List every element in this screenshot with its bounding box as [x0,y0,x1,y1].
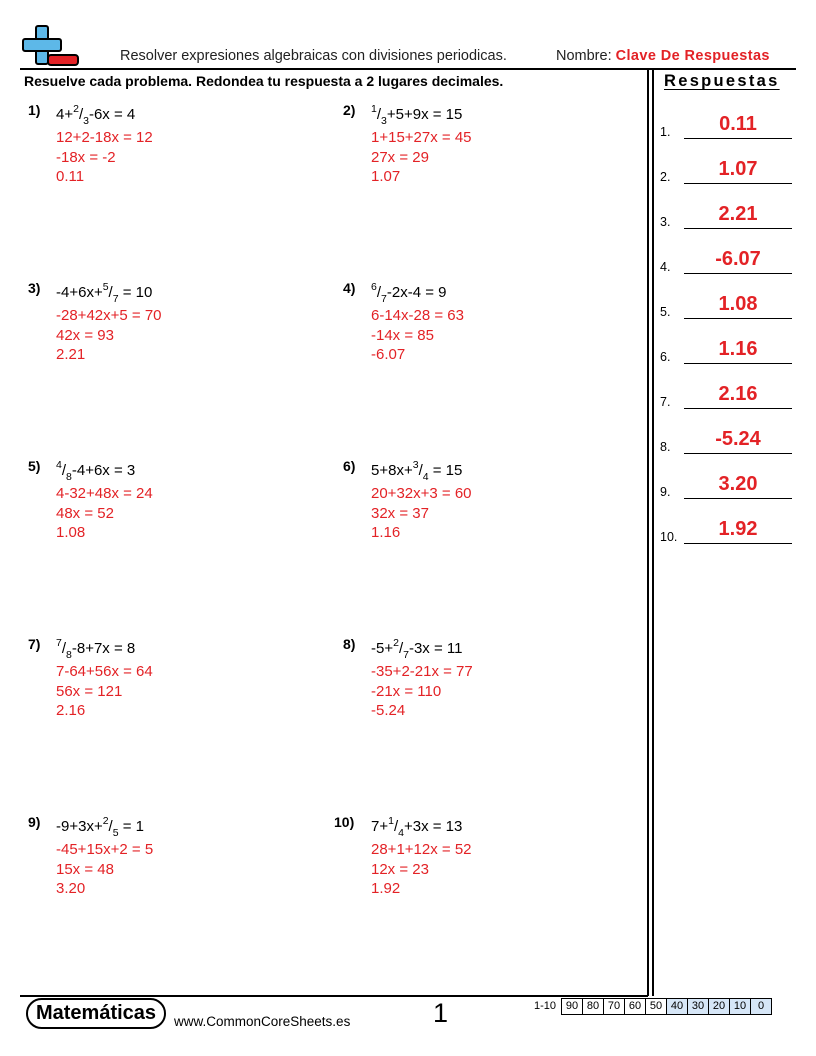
problem-number: 5) [28,458,41,474]
solution-steps: 4-32+48x = 24 48x = 52 1.08 [56,485,153,541]
score-cell: 0 [750,998,772,1015]
score-cell: 50 [645,998,667,1015]
answer-row: 1. 0.11 [660,111,792,139]
problem-number: 9) [28,814,41,830]
solution-steps: 1+15+27x = 45 27x = 29 1.07 [371,129,472,185]
problem-expression: $4+^2/_3-6x = 4$ [56,103,136,127]
score-cell: 10 [729,998,751,1015]
problem-expression: $^1/_3+5+9x = 15$ [371,103,463,127]
problem-number: 1) [28,102,41,118]
solution-steps: -35+2-21x = 77 -21x = 110 -5.24 [371,663,473,719]
score-cell: 70 [603,998,625,1015]
page-number: 1 [433,998,449,1028]
answer-value: 2.21 [718,203,758,225]
problem-number: 3) [28,280,41,296]
answer-value: -5.24 [715,428,761,450]
answers-title: Respuestas [664,72,780,90]
answer-value: 0.11 [719,113,757,135]
problem-expression: $^4/_8-4+6x = 3$ [56,459,136,483]
answer-row: 5. 1.08 [660,291,792,319]
problem-number: 2) [343,102,356,118]
score-cell: 40 [666,998,688,1015]
solution-steps: 28+1+12x = 52 12x = 23 1.92 [371,841,472,897]
problem-expression: $-5+^2/_7-3x = 11$ [371,637,463,661]
answer-row: 6. 1.16 [660,336,792,364]
answer-row: 9. 3.20 [660,471,792,499]
answer-value: 3.20 [718,473,758,495]
score-cell: 90 [561,998,583,1015]
solution-steps: 20+32x+3 = 60 32x = 37 1.16 [371,485,472,541]
brand-badge: Matemáticas [26,998,166,1029]
answer-value: 1.08 [718,293,758,315]
problem-expression: $7+^1/_4+3x = 13$ [371,815,463,839]
solution-steps: 6-14x-28 = 63 -14x = 85 -6.07 [371,307,464,363]
worksheet-title: Resolver expresiones algebraicas con divisiones periodicas. [120,48,507,64]
score-table [534,998,772,1015]
answer-row: 4. -6.07 [660,246,792,274]
answer-row: 3. 2.21 [660,201,792,229]
problem-expression: $5+8x+^3/_4 = 15$ [371,459,463,483]
header-rule [20,68,796,70]
answer-value: 2.16 [718,383,758,405]
footer-rule [20,995,648,997]
problem-expression: $-9+3x+^2/_5 = 1$ [56,815,144,839]
answer-value: 1.07 [718,158,758,180]
problem-number: 6) [343,458,356,474]
answer-row: 2. 1.07 [660,156,792,184]
score-cell: 60 [624,998,646,1015]
name-value: Clave De Respuestas [615,48,770,64]
problem-number: 4) [343,280,356,296]
problem-number: 10) [334,814,355,830]
score-cell: 80 [582,998,604,1015]
solution-steps: 7-64+56x = 64 56x = 121 2.16 [56,663,153,719]
score-cell: 30 [687,998,709,1015]
answer-value: 1.92 [718,518,758,540]
plus-minus-logo-icon [22,24,80,68]
problem-expression: $-4+6x+^5/_7 = 10$ [56,281,153,305]
name-field [556,48,770,64]
problem-number: 8) [343,636,356,652]
answer-row: 10. 1.92 [660,516,792,544]
answer-value: 1.16 [718,338,758,360]
solution-steps: -28+42x+5 = 70 42x = 93 2.21 [56,307,162,363]
problem-number: 7) [28,636,41,652]
answer-column-divider-inner [652,68,654,996]
instructions: Resuelve cada problema. Redondea tu respuesta a 2 lugares decimales. [24,73,504,89]
site-url: www.CommonCoreSheets.es [174,1014,351,1029]
problem-expression: $^6/_7-2x-4 = 9$ [371,281,447,305]
score-range-label: 1-10 [534,1000,557,1012]
score-cell: 20 [708,998,730,1015]
name-label: Nombre: [556,48,612,64]
answer-row: 7. 2.16 [660,381,792,409]
answer-row: 8. -5.24 [660,426,792,454]
solution-steps: -45+15x+2 = 5 15x = 48 3.20 [56,841,154,897]
answer-column-divider [647,68,649,996]
answer-value: -6.07 [715,248,761,270]
solution-steps: 12+2-18x = 12 -18x = -2 0.11 [56,129,153,185]
problem-expression: $^7/_8-8+7x = 8$ [56,637,136,661]
